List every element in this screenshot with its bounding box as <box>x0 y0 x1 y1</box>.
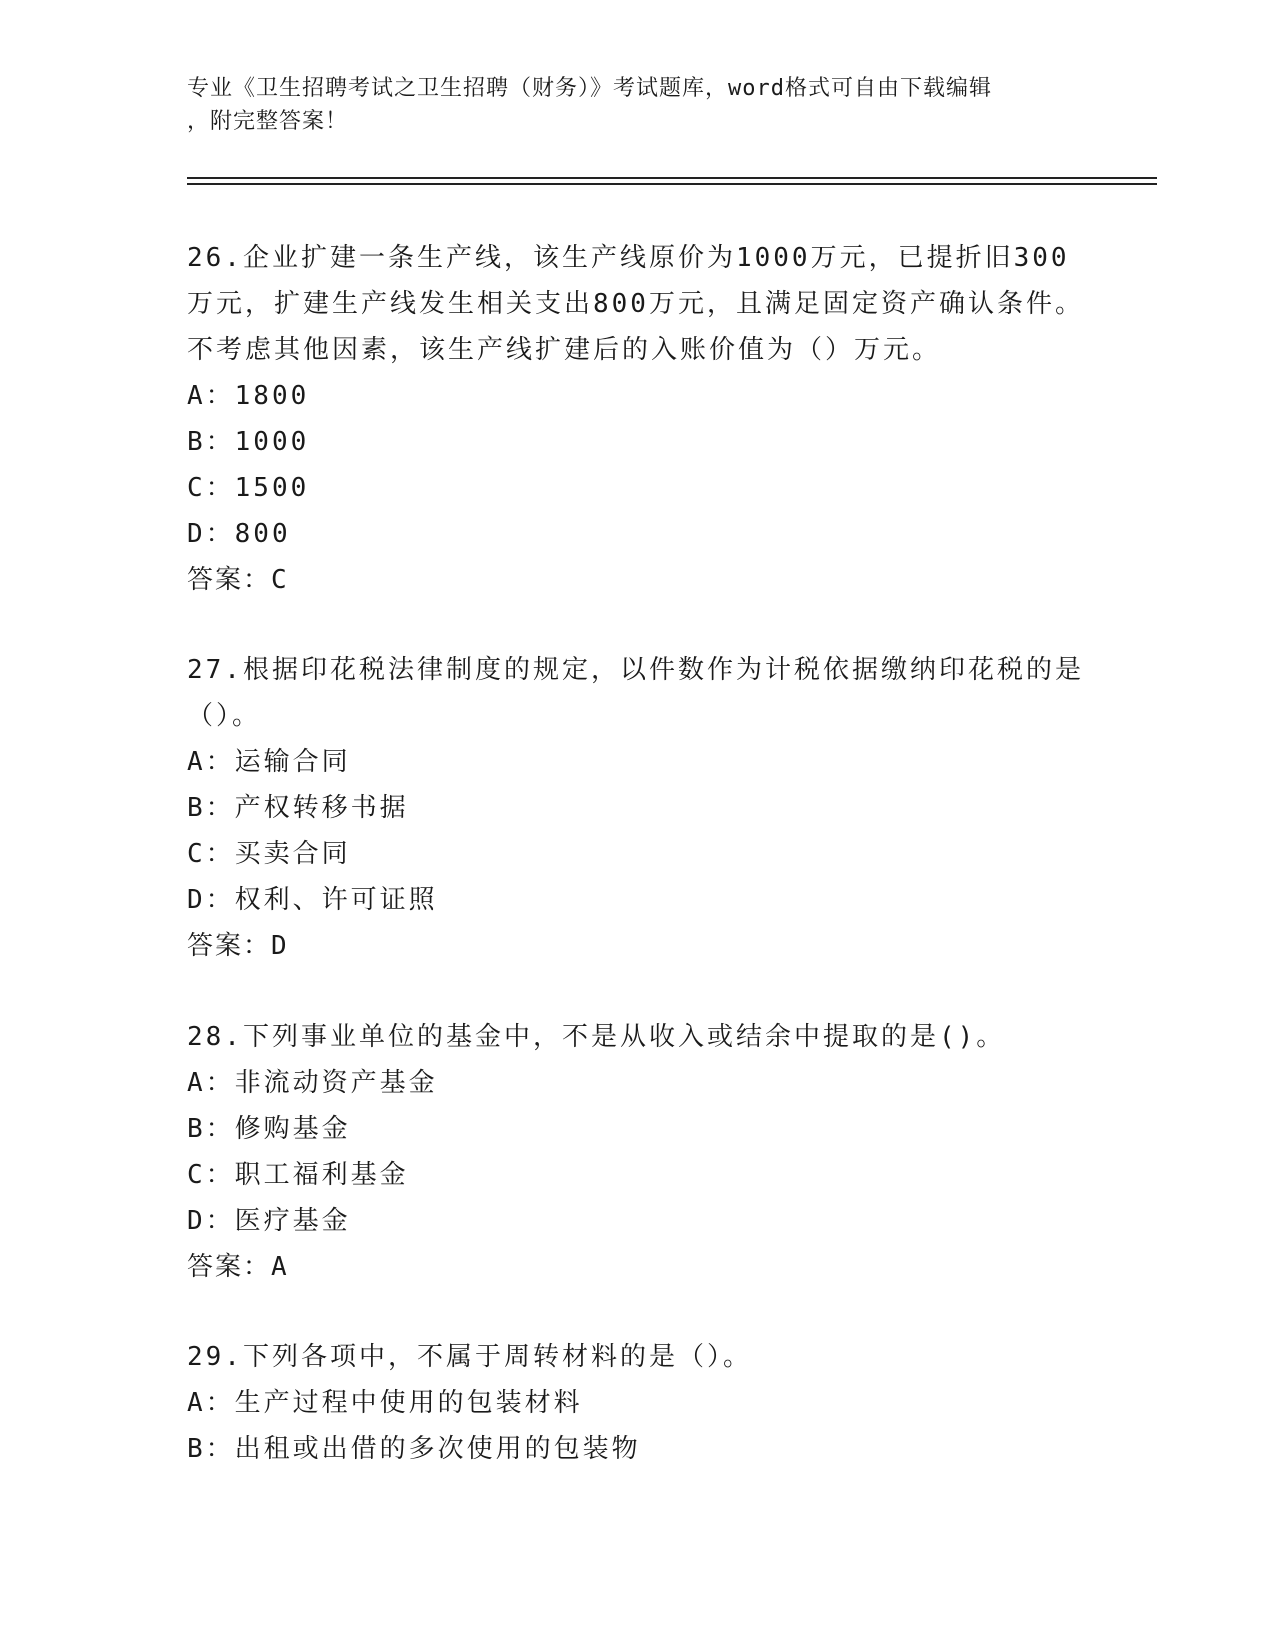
option-c: C：1500 <box>187 473 310 503</box>
question-stem: 29.下列各项中，不属于周转材料的是（）。 <box>187 1342 752 1372</box>
option-b: B：修购基金 <box>187 1114 351 1144</box>
header-divider-bottom <box>187 183 1157 185</box>
option-a: A：非流动资产基金 <box>187 1068 438 1098</box>
header-line-2: ，附完整答案！ <box>187 109 349 134</box>
question-stem: 28.下列事业单位的基金中，不是从收入或结余中提取的是()。 <box>187 1022 1006 1052</box>
option-d: D：医疗基金 <box>187 1206 351 1236</box>
option-a: A：运输合同 <box>187 747 351 777</box>
header-line-1: 专业《卫生招聘考试之卫生招聘（财务）》考试题库，word格式可自由下载编辑 <box>187 76 992 101</box>
option-b: B：产权转移书据 <box>187 793 409 823</box>
option-b: B：出租或出借的多次使用的包装物 <box>187 1434 641 1464</box>
answer: 答案：C <box>187 565 289 595</box>
answer: 答案：D <box>187 931 289 961</box>
option-a: A：生产过程中使用的包装材料 <box>187 1388 583 1418</box>
option-d: D：800 <box>187 519 291 549</box>
question-stem: 26.企业扩建一条生产线，该生产线原价为1000万元，已提折旧300万元，扩建生产线发生相关支出800万元，且满足固定资产确认条件。不考虑其他因素，该生产线扩建后的入账价值为（）万元。 <box>187 243 1084 365</box>
header-divider-top <box>187 177 1157 179</box>
question-28 <box>187 1014 1087 1290</box>
answer: 答案：A <box>187 1252 289 1282</box>
option-d: D：权利、许可证照 <box>187 885 438 915</box>
document-header <box>187 72 1067 138</box>
option-a: A：1800 <box>187 381 310 411</box>
question-27 <box>187 647 1087 969</box>
option-c: C：职工福利基金 <box>187 1160 409 1190</box>
question-stem: 27.根据印花税法律制度的规定，以件数作为计税依据缴纳印花税的是（）。 <box>187 655 1084 731</box>
question-29 <box>187 1334 1087 1472</box>
option-c: C：买卖合同 <box>187 839 351 869</box>
option-b: B：1000 <box>187 427 310 457</box>
question-26 <box>187 235 1087 603</box>
